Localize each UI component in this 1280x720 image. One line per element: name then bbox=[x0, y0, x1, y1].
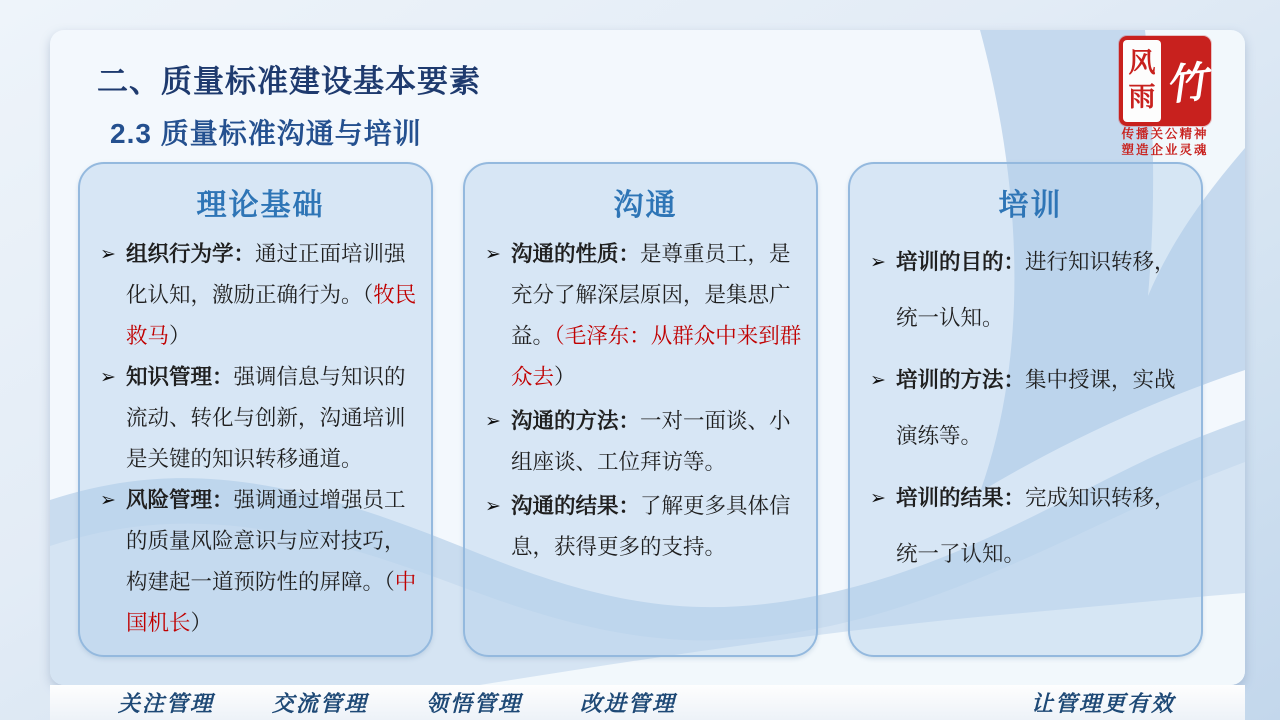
footer-slogan: 让管理更有效 bbox=[1030, 691, 1175, 716]
bullet-arrow-icon: ➢ bbox=[100, 366, 116, 388]
bullet-text: 沟通的性质：是尊重员工，是充分了解深层原因，是集思广益。（毛泽东：从群众中来到群众去） bbox=[511, 242, 802, 389]
seal-logo-icon bbox=[1119, 36, 1211, 126]
bullet-item bbox=[485, 486, 806, 568]
bullet-item bbox=[870, 352, 1191, 464]
bullet-arrow-icon: ➢ bbox=[870, 251, 886, 273]
bullet-item bbox=[870, 234, 1191, 346]
card-title: 培训 bbox=[998, 189, 1063, 222]
seal-char-zhu: 竹 bbox=[1163, 59, 1210, 111]
bullet-arrow-icon: ➢ bbox=[870, 487, 886, 509]
card-title: 理论基础 bbox=[196, 189, 325, 222]
bullet-arrow-icon: ➢ bbox=[100, 489, 116, 511]
bullet-text: 沟通的结果：了解更多具体信息，获得更多的支持。 bbox=[511, 494, 791, 559]
card-1 bbox=[463, 162, 818, 657]
bullet-item bbox=[100, 480, 421, 644]
cards-row bbox=[78, 162, 1203, 657]
bullet-text: 沟通的方法：一对一面谈、小组座谈、工位拜访等。 bbox=[511, 409, 791, 474]
bullet-arrow-icon: ➢ bbox=[485, 495, 501, 517]
footer-item-3: 改进管理 bbox=[580, 691, 677, 716]
bullet-item bbox=[100, 234, 421, 357]
bullet-arrow-icon: ➢ bbox=[100, 243, 116, 265]
card-2 bbox=[848, 162, 1203, 657]
bullet-text: 培训的结果：完成知识转移，统一了认知。 bbox=[896, 486, 1176, 566]
seal-char-yu: 雨 bbox=[1128, 82, 1156, 112]
bullet-arrow-icon: ➢ bbox=[485, 410, 501, 432]
seal-left-panel bbox=[1123, 40, 1161, 122]
bullet-item bbox=[100, 357, 421, 480]
card-0 bbox=[78, 162, 433, 657]
bullet-text: 培训的目的：进行知识转移，统一认知。 bbox=[896, 250, 1176, 330]
footer-item-2: 领悟管理 bbox=[426, 691, 523, 716]
logo-tagline-1: 传播关公精神 bbox=[1121, 127, 1209, 141]
bullet-item bbox=[485, 401, 806, 483]
bullet-text: 组织行为学：通过正面培训强化认知，激励正确行为。（牧民救马） bbox=[126, 242, 417, 348]
bullet-arrow-icon: ➢ bbox=[485, 243, 501, 265]
footer-item-0: 关注管理 bbox=[118, 691, 215, 716]
slide-canvas bbox=[50, 30, 1245, 685]
bullet-arrow-icon: ➢ bbox=[870, 369, 886, 391]
footer-nav-group bbox=[118, 687, 676, 718]
logo-tagline-2: 塑造企业灵魂 bbox=[1121, 143, 1209, 158]
bullet-text: 风险管理：强调通过增强员工的质量风险意识与应对技巧，构建起一道预防性的屏障。（中国机长） bbox=[126, 488, 417, 635]
company-logo bbox=[1117, 36, 1213, 159]
bullet-item bbox=[870, 470, 1191, 582]
footer-item-1: 交流管理 bbox=[272, 691, 369, 716]
page-subtitle: 2.3 质量标准沟通与培训 bbox=[110, 118, 422, 149]
card-title: 沟通 bbox=[613, 189, 678, 222]
bullet-text: 知识管理：强调信息与知识的流动、转化与创新，沟通培训是关键的知识转移通道。 bbox=[126, 365, 406, 471]
seal-char-feng: 风 bbox=[1128, 48, 1156, 79]
page-title: 二、质量标准建设基本要素 bbox=[97, 64, 481, 99]
bullet-item bbox=[485, 234, 806, 398]
bullet-text: 培训的方法：集中授课，实战演练等。 bbox=[896, 368, 1176, 448]
footer-bar bbox=[50, 685, 1245, 720]
